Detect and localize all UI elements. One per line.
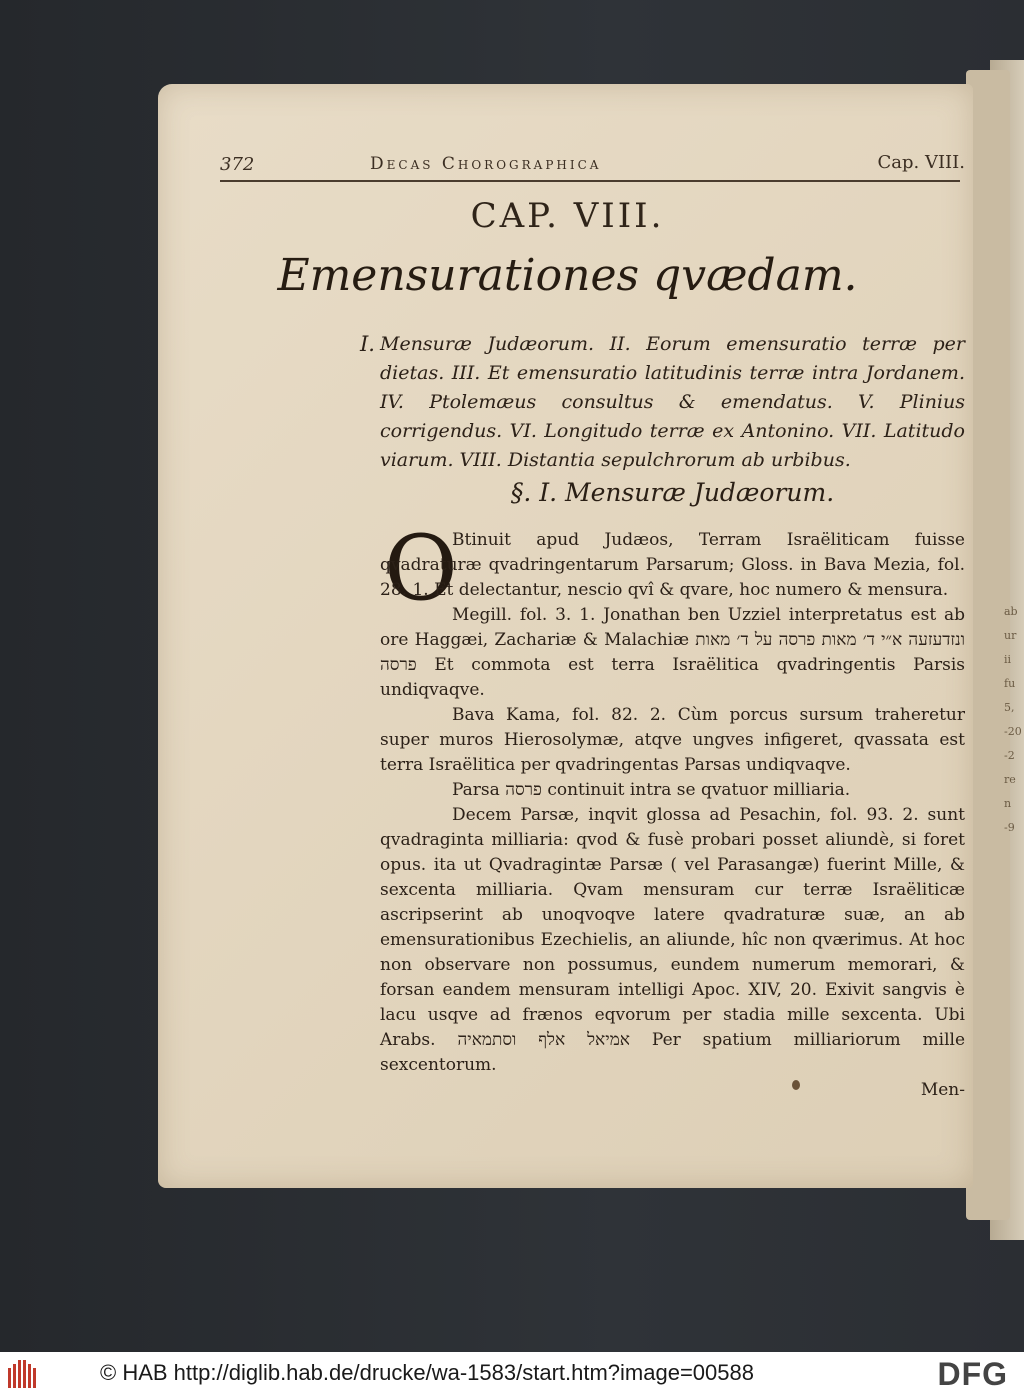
edge-mark: -9	[1004, 821, 1015, 834]
running-chapter: Cap. VIII.	[877, 152, 965, 173]
section-title: §. I. Mensuræ Judæorum.	[510, 478, 835, 507]
edge-mark: n	[1004, 797, 1012, 810]
head-rule	[220, 180, 960, 182]
edge-mark: re	[1004, 773, 1016, 786]
summary-lead: I.	[360, 332, 375, 356]
paragraph: Megill. fol. 3. 1. Jonathan ben Uzziel interpretatus est ab ore Haggæi, Zachariæ & Malachiæ ונזדעזעה א״י ד׳ מאות פרסה על ד׳ מאות פרסה Et commota est terra Israëlitica qvadringentis Parsis undiqvaqve.	[380, 605, 965, 700]
edge-mark: -20	[1004, 725, 1022, 738]
footer-credit: © HAB http://diglib.hab.de/drucke/wa-1583/start.htm?image=00588	[100, 1360, 754, 1385]
hab-logo-icon	[8, 1360, 38, 1388]
edge-marks	[1004, 600, 1024, 960]
chapter-summary	[360, 330, 965, 475]
summary-text: Mensuræ Judæorum. II. Eorum emensuratio terræ per dietas. III. Et emensuratio latitudinis terræ intra Jordanem. IV. Ptolemæus consultus & emendatus. V. Plinius corrigendus. VI. Longitudo terræ ex Antonino. VII. Latitudo viarum. VIII. Distantia sepulchrorum ab urbibus.	[380, 333, 965, 471]
running-title: Decas Chorographica	[370, 154, 602, 174]
edge-mark: ab	[1004, 605, 1018, 618]
paragraph: Bava Kama, fol. 82. 2. Cùm porcus sursum traheretur super muros Hierosolymæ, atqve ungves infigeret, qvassata est terra Israëlitica per qvadringentas Parsas undiqvaqve.	[380, 705, 965, 775]
paragraph: Decem Parsæ, inqvit glossa ad Pesachin, fol. 93. 2. sunt qvadraginta milliaria: qvod & fusè probari posset aliundè, si foret opus. ita ut Qvadragintæ Parsæ ( vel Parasangæ) fuerint Mille, & sexcenta milliaria. Qvam mensuram cur terræ Israëliticæ ascripserint ab unoqvoqve latere qvadraturæ suæ, an ab emensurationibus Ezechielis, an aliunde, hîc non qværimus. At hoc non observare non possumus, eundem numerum memorari, & forsan eandem mensuram intelligi Apoc. XIV, 20. Exivit sangvis è lacu usqve ad frænos eqvorum per stadia mille sexcenta. Ubi Arabs. אמיאל אלף וסתמאיה Per spatium milliariorum mille sexcentorum.	[380, 805, 966, 1075]
chapter-title: Emensurationes qvædam.	[277, 250, 858, 301]
catchword: Men-	[920, 1080, 965, 1100]
paragraph: Parsa פרסה continuit intra se qvatuor milliaria.	[452, 780, 851, 800]
running-head	[220, 152, 965, 180]
dfg-logo: DFG	[937, 1356, 1008, 1392]
page-number: 372	[220, 154, 255, 175]
paragraph: Btinuit apud Judæos, Terram Israëliticam fuisse qvadraturæ qvadringentarum Parsarum; Gloss. in Bava Mezia, fol. 28. 1. Et delectantur, nescio qvî & qvare, hoc numero & mensura.	[380, 530, 965, 600]
edge-mark: fu	[1004, 677, 1016, 690]
edge-mark: -2	[1004, 749, 1015, 762]
drop-capital: O	[384, 516, 458, 621]
ornament-dot	[792, 1080, 800, 1090]
edge-mark: ii	[1004, 653, 1012, 666]
chapter-heading: CAP. VIII.	[470, 196, 665, 236]
edge-mark: 5,	[1004, 701, 1015, 714]
footer-bar	[0, 1352, 1024, 1396]
body-text	[380, 528, 965, 1103]
edge-mark: ur	[1004, 629, 1017, 642]
